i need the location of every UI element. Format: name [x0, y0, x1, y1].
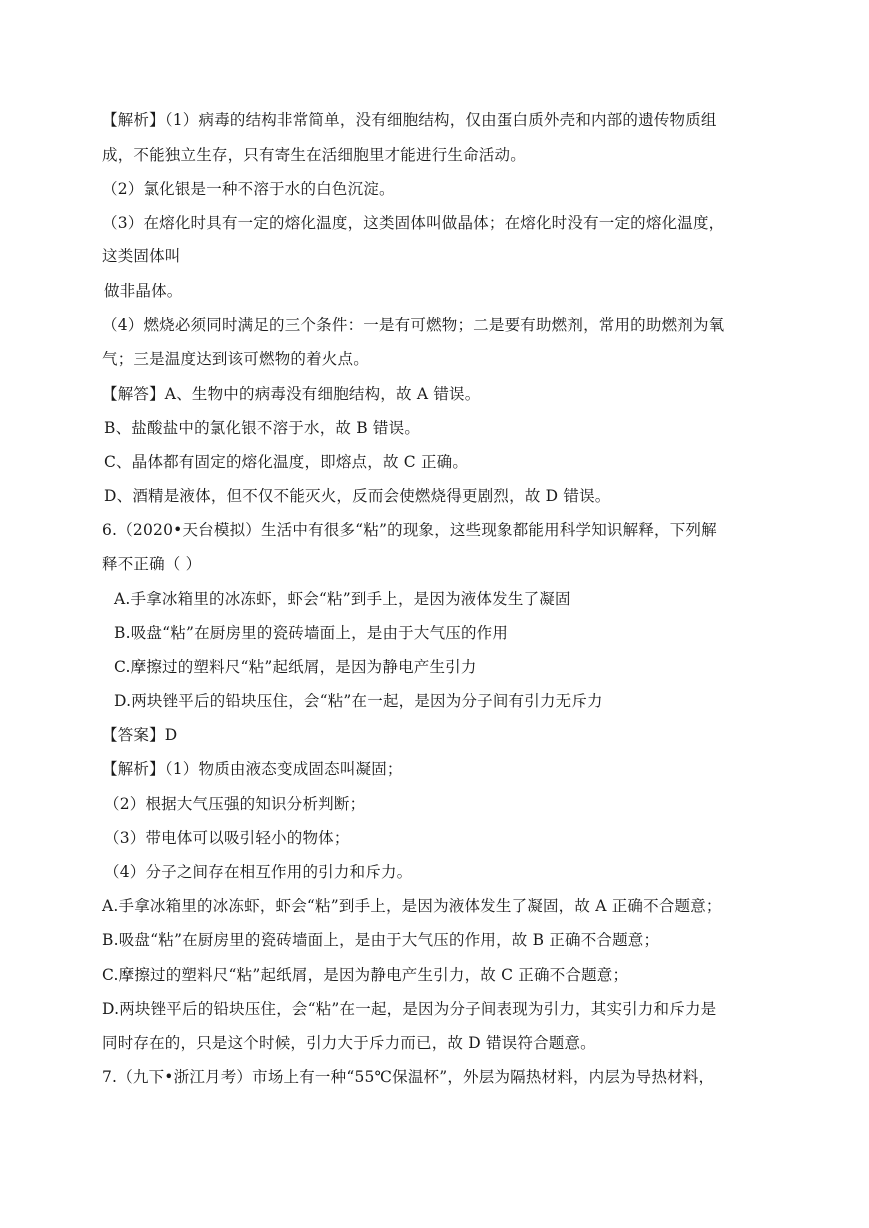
option-d: D.两块锉平后的铅块压住，会“粘”在一起，是因为分子间有引力无斥力 [114, 692, 603, 710]
text-line: A.手拿冰箱里的冰冻虾，虾会“粘”到手上，是因为液体发生了凝固，故 A 正确不合题意； [102, 897, 722, 915]
text-line: 同时存在的，只是这个时候，引力大于斥力而已，故 D 错误符合题意。 [102, 1034, 596, 1052]
option-a: A.手拿冰箱里的冰冻虾，虾会“粘”到手上，是因为液体发生了凝固 [114, 590, 571, 608]
text-line: （3）带电体可以吸引轻小的物体； [104, 829, 350, 847]
text-line: 成，不能独立生存，只有寄生在活细胞里才能进行生命活动。 [102, 146, 526, 164]
text-line: （4）燃烧必须同时满足的三个条件：一是有可燃物；二是要有助燃剂，常用的助燃剂为氧 [102, 316, 725, 334]
text-line: 这类固体叫 [102, 247, 181, 265]
text-line: C.摩擦过的塑料尺“粘”起纸屑，是因为静电产生引力，故 C 正确不合题意； [102, 966, 629, 984]
text-line: B、盐酸盐中的氯化银不溶于水，故 B 错误。 [104, 419, 421, 437]
text-line: 【解析】（1）病毒的结构非常简单，没有细胞结构，仅由蛋白质外壳和内部的遗传物质组 [102, 111, 717, 129]
text-line: D、酒精是液体，但不仅不能灭火，反而会使燃烧得更剧烈，故 D 错误。 [104, 487, 611, 505]
text-line: C、晶体都有固定的熔化温度，即熔点，故 C 正确。 [104, 453, 469, 471]
text-line: （4）分子之间存在相互作用的引力和斥力。 [104, 863, 413, 881]
text-line: （3）在熔化时具有一定的熔化温度，这类固体叫做晶体；在熔化时没有一定的熔化温度， [102, 214, 725, 232]
option-c: C.摩擦过的塑料尺“粘”起纸屑，是因为静电产生引力 [114, 658, 477, 676]
text-line: （2）根据大气压强的知识分析判断； [104, 795, 366, 813]
question-6-stem: 释不正确（ ） [102, 555, 202, 573]
text-line: 【解析】（1）物质由液态变成固态叫凝固； [102, 760, 403, 778]
text-line: 做非晶体。 [104, 282, 183, 300]
question-7-stem: 7.（九下•浙江月考）市场上有一种“55℃保温杯”，外层为隔热材料，内层为导热材料， [102, 1068, 715, 1086]
text-line: 气；三是温度达到该可燃物的着火点。 [102, 350, 369, 368]
text-line: D.两块锉平后的铅块压住，会“粘”在一起，是因为分子间表现为引力，其实引力和斥力是 [102, 1000, 717, 1018]
text-line: （2）氯化银是一种不溶于水的白色沉淀。 [102, 180, 395, 198]
text-line: 【解答】A、生物中的病毒没有细胞结构，故 A 错误。 [102, 385, 481, 403]
answer: 【答案】D [102, 726, 178, 744]
text-line: B.吸盘“粘”在厨房里的瓷砖墙面上，是由于大气压的作用，故 B 正确不合题意； [102, 931, 660, 949]
question-6-stem: 6.（2020•天台模拟）生活中有很多“粘”的现象，这些现象都能用科学知识解释，下列解 [102, 521, 717, 539]
option-b: B.吸盘“粘”在厨房里的瓷砖墙面上，是由于大气压的作用 [114, 624, 509, 642]
